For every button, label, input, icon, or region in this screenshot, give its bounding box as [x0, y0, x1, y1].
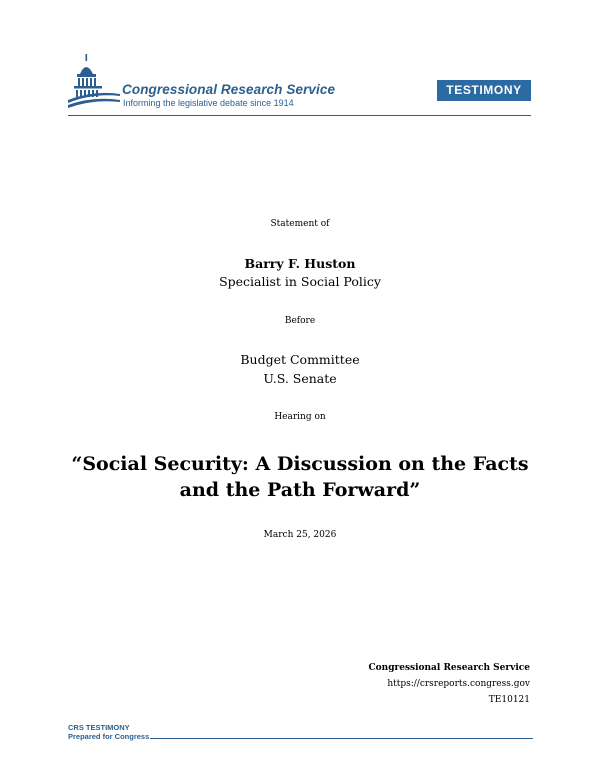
witness-name: Barry F. Huston: [244, 256, 356, 271]
before-label: Before: [284, 316, 316, 326]
footer-divider: [150, 738, 533, 739]
footer-line-2: Prepared for Congress: [68, 732, 150, 741]
hearing-title: [0, 451, 600, 503]
witness-title: Specialist in Social Policy: [219, 274, 381, 289]
footer-line-1: CRS TESTIMONY: [68, 723, 130, 732]
statement-of-label: Statement of: [270, 219, 330, 229]
hearing-title-line-2: and the Path Forward”: [179, 479, 421, 501]
contact-url[interactable]: https://crsreports.congress.gov: [387, 679, 530, 689]
header-divider: [68, 115, 531, 116]
org-name: Congressional Research Service: [122, 82, 336, 97]
org-tagline: Informing the legislative debate since 1914: [123, 98, 294, 108]
hearing-date: March 25, 2026: [263, 530, 337, 540]
report-number: TE10121: [488, 695, 530, 705]
hearing-on-label: Hearing on: [274, 412, 326, 422]
footer-label: [68, 723, 149, 741]
chamber-name: U.S. Senate: [263, 371, 337, 386]
hearing-title-line-1: “Social Security: A Discussion on the Facts: [71, 453, 529, 475]
document-header: [0, 0, 600, 120]
testimony-badge: TESTIMONY: [437, 80, 531, 101]
contact-block: [368, 660, 530, 708]
contact-org: Congressional Research Service: [368, 663, 530, 673]
capitol-dome-icon: [68, 54, 120, 110]
committee-name: Budget Committee: [240, 352, 360, 367]
